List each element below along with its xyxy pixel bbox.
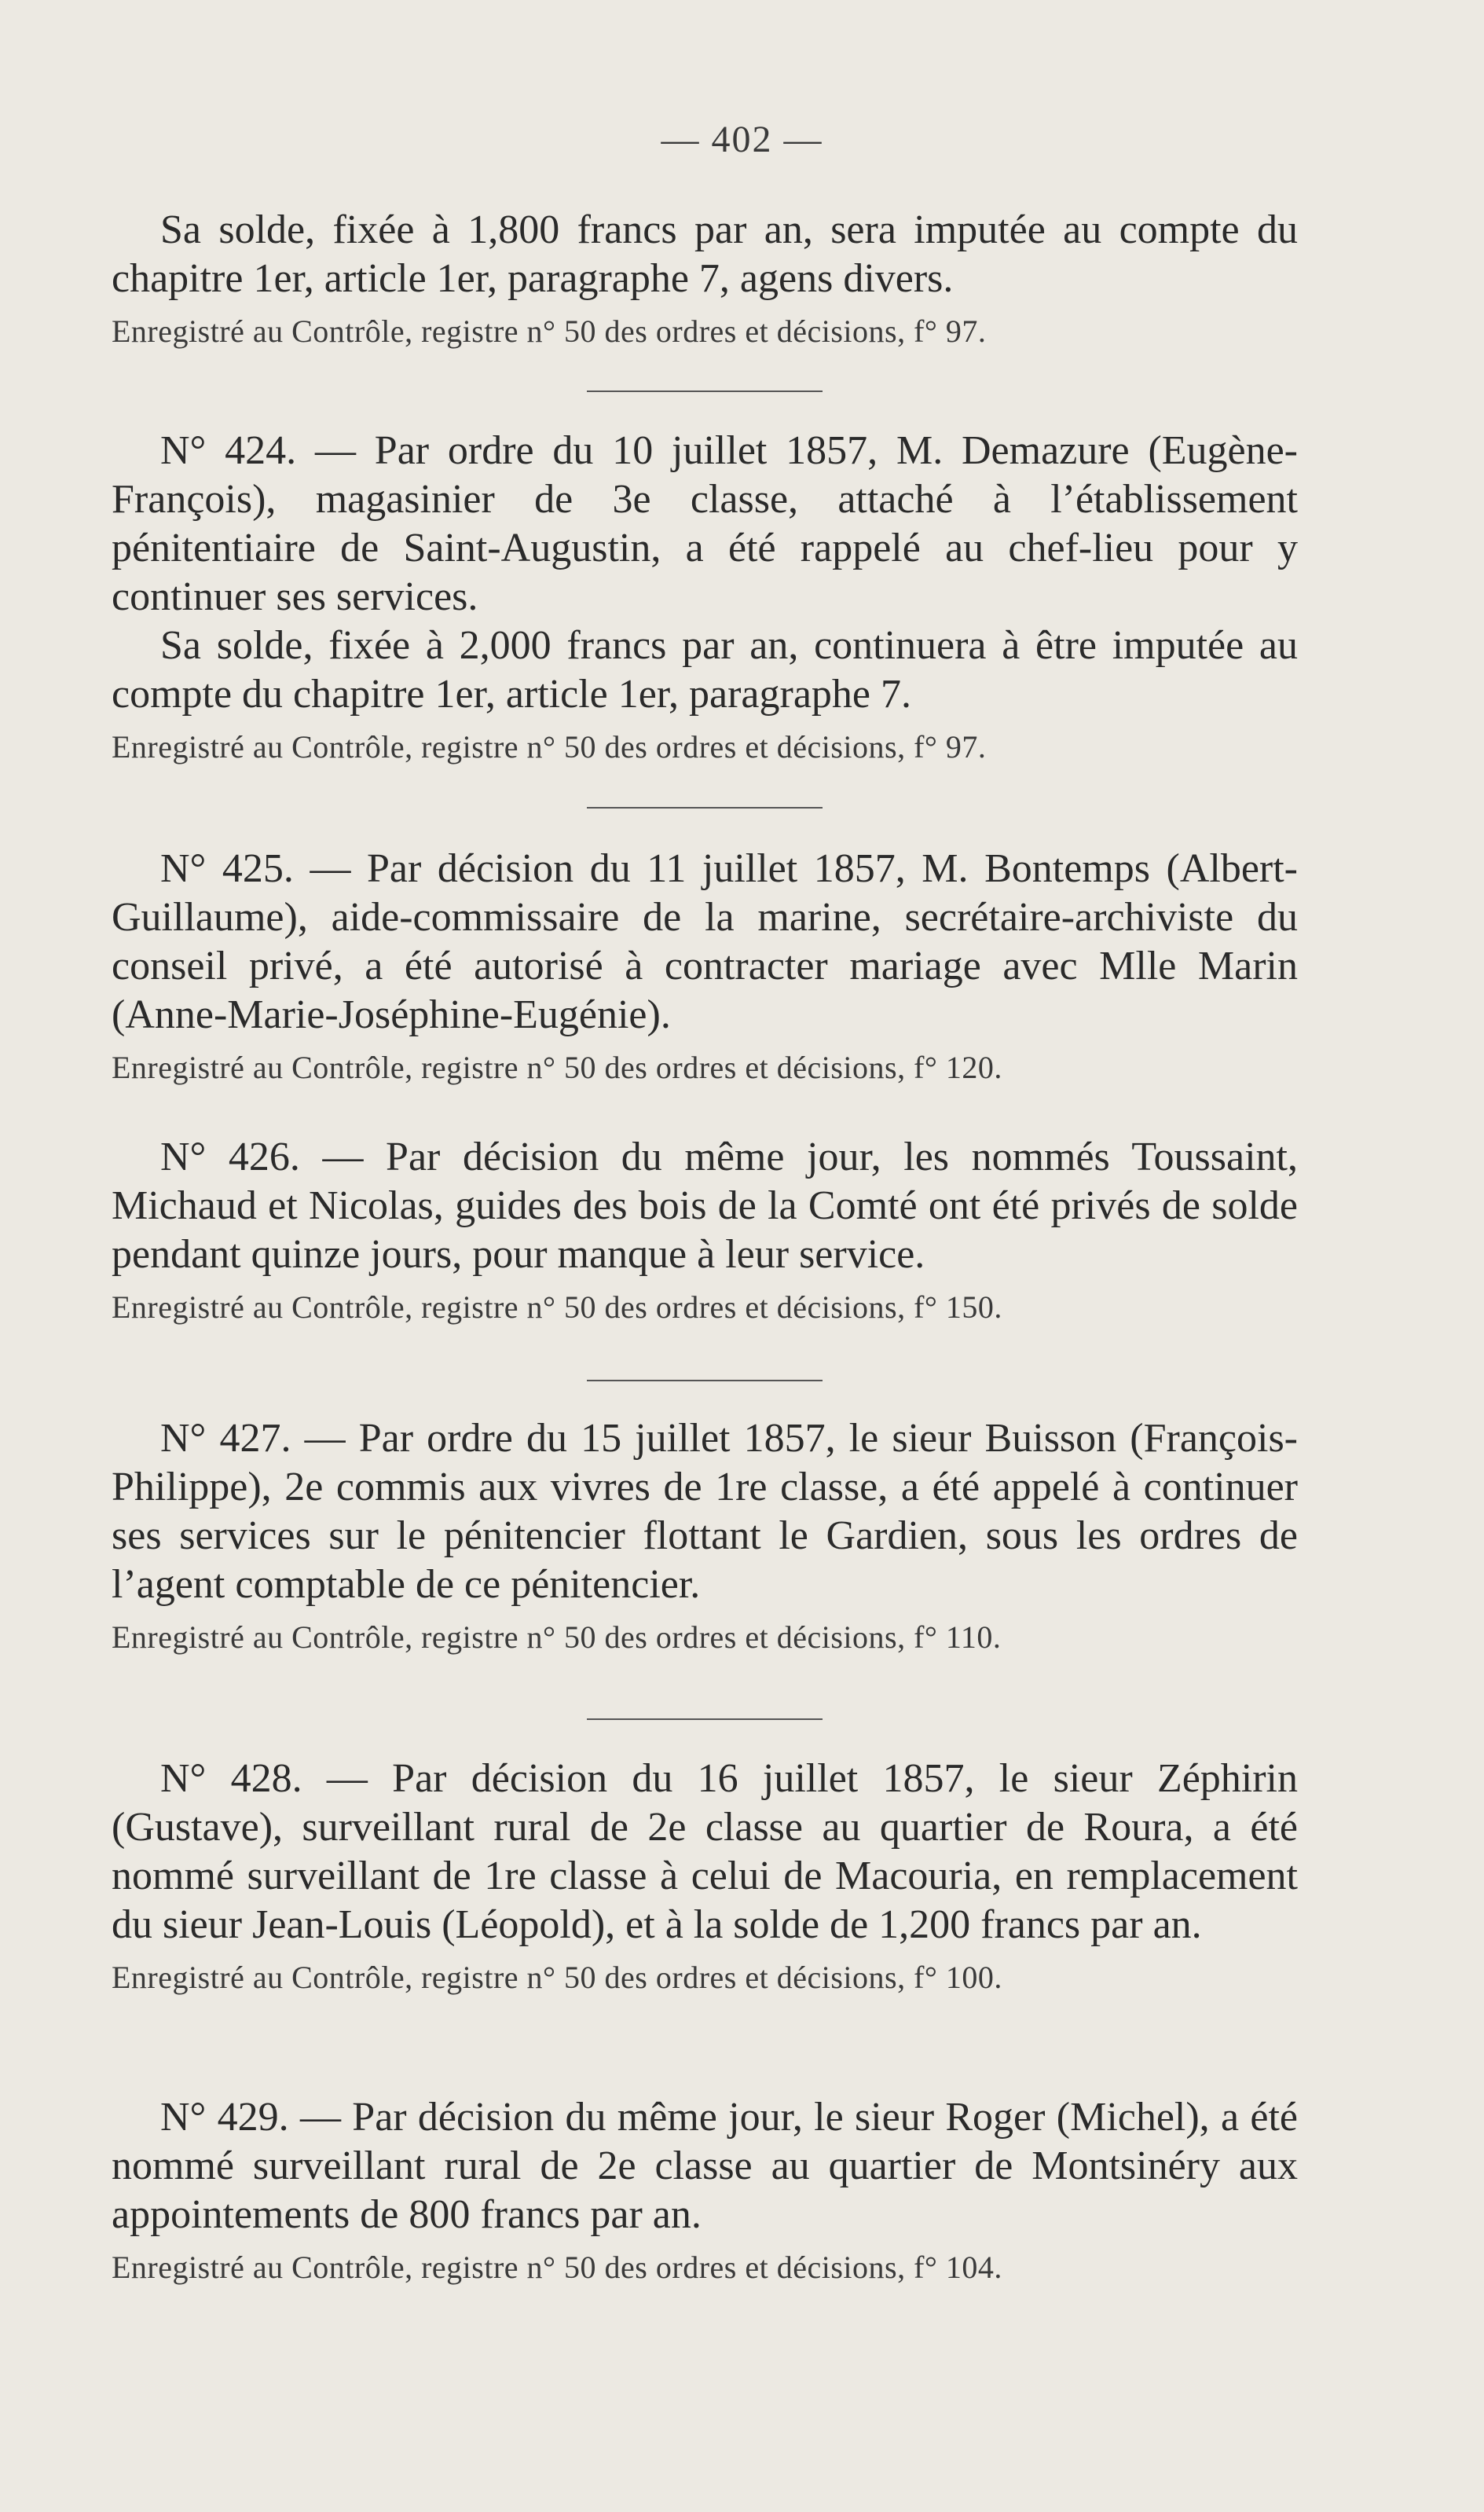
- entry-paragraph: N° 426. — Par décision du même jour, les nommés Toussaint, Michaud et Nicolas, guides des bois de la Comté ont été privés de solde pendant quinze jours, pour manque à leur service.: [112, 1135, 1298, 1277]
- registration-note: Enregistré au Contrôle, registre n° 50 des ordres et décisions, f° 150.: [112, 1289, 1002, 1325]
- entry-426: [112, 1133, 1298, 1329]
- entry-428: [112, 1755, 1298, 2000]
- entry-paragraph: N° 424. — Par ordre du 10 juillet 1857, M. Demazure (Eugène-François), magasinier de 3e classe, attaché à l’établissement pénitentiaire de Saint-Augustin, a été rappelé au chef-lieu pour y continuer ses services.: [112, 428, 1298, 619]
- entry-429: [112, 2093, 1298, 2290]
- registration-note: Enregistré au Contrôle, registre n° 50 des ordres et décisions, f° 110.: [112, 1619, 1002, 1655]
- page-number: — 402 —: [661, 119, 823, 160]
- registration-note: Enregistré au Contrôle, registre n° 50 des ordres et décisions, f° 120.: [112, 1050, 1002, 1085]
- entry-continuation: [112, 206, 1298, 354]
- separator-rule: [587, 391, 823, 392]
- registration-note: Enregistré au Contrôle, registre n° 50 des ordres et décisions, f° 97.: [112, 314, 987, 349]
- separator-rule: [587, 1380, 823, 1381]
- separator-rule: [587, 807, 823, 809]
- entry-427: [112, 1414, 1298, 1659]
- entry-paragraph: N° 425. — Par décision du 11 juillet 1857, M. Bontemps (Albert-Guillaume), aide-commissaire de la marine, secrétaire-archiviste du conseil privé, a été autorisé à contracter mariage avec Mlle Marin (Anne-Marie-Joséphine-Eugénie).: [112, 846, 1298, 1037]
- entry-paragraph: Sa solde, fixée à 2,000 francs par an, continuera à être imputée au compte du chapitre 1er, article 1er, paragraphe 7.: [112, 623, 1298, 717]
- entry-424: [112, 427, 1298, 769]
- entry-425: [112, 845, 1298, 1090]
- entry-paragraph: Sa solde, fixée à 1,800 francs par an, sera imputée au compte du chapitre 1er, article 1er, paragraphe 7, agens divers.: [112, 207, 1298, 301]
- registration-note: Enregistré au Contrôle, registre n° 50 des ordres et décisions, f° 104.: [112, 2250, 1002, 2285]
- registration-note: Enregistré au Contrôle, registre n° 50 des ordres et décisions, f° 100.: [112, 1960, 1002, 1995]
- entry-paragraph: N° 428. — Par décision du 16 juillet 1857, le sieur Zéphirin (Gustave), surveillant rural de 2e classe au quartier de Roura, a été nommé surveillant de 1re classe à celui de Macouria, en remplacement du sieur Jean-Louis (Léopold), et à la solde de 1,200 francs par an.: [112, 1756, 1298, 1947]
- entry-paragraph: N° 429. — Par décision du même jour, le sieur Roger (Michel), a été nommé surveillant rural de 2e classe au quartier de Montsinéry aux appointements de 800 francs par an.: [112, 2095, 1298, 2237]
- entry-paragraph: N° 427. — Par ordre du 15 juillet 1857, le sieur Buisson (François-Philippe), 2e commis aux vivres de 1re classe, a été appelé à continuer ses services sur le pénitencier flottant le Gardien, sous les ordres de l’agent comptable de ce pénitencier.: [112, 1416, 1298, 1607]
- separator-rule: [587, 1718, 823, 1720]
- registration-note: Enregistré au Contrôle, registre n° 50 des ordres et décisions, f° 97.: [112, 729, 987, 765]
